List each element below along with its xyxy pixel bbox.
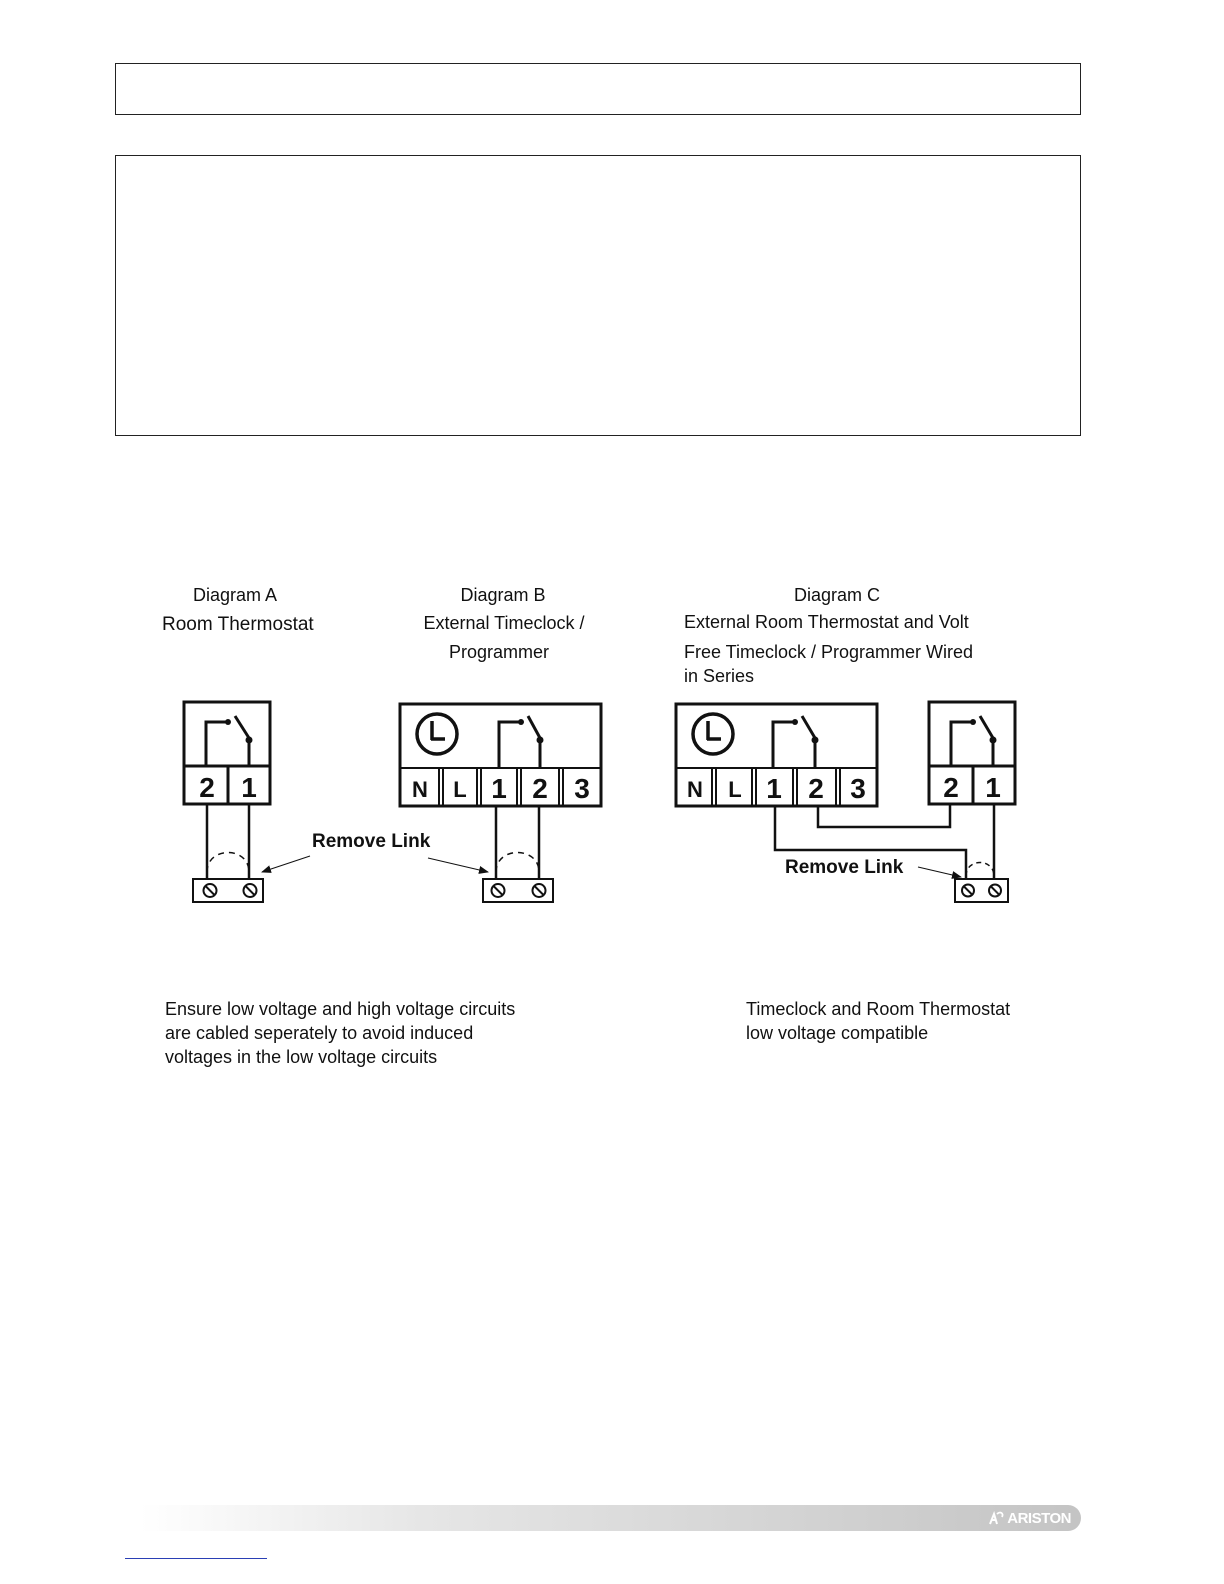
switch-icon [773,716,819,768]
arrow-to-link-c [918,867,961,877]
brand-name: ARISTON [1007,1509,1071,1527]
screw-icon [989,885,1001,897]
terminal-c-2: 2 [808,773,824,804]
link-c-dashed [966,863,994,877]
terminal-c-thermo-1: 1 [985,772,1001,803]
terminal-c-thermo-2: 2 [943,772,959,803]
terminal-c-l: L [728,777,742,802]
switch-icon [206,716,253,766]
switch-icon [951,716,997,766]
programmer-b [400,704,601,806]
clock-icon [417,714,457,754]
screw-icon [244,884,257,897]
note-compatibility-line-1: Timeclock and Room Thermostat [746,999,1011,1019]
footer-bar [140,1505,1081,1531]
diagram-c-subtitle-3: in Series [684,666,755,686]
diagram-c-subtitle-2: Free Timeclock / Programmer Wired [684,642,974,662]
room-thermostat-c [929,702,1015,804]
diagram-b-title: Diagram B [460,585,546,605]
diagram-c [676,585,1015,902]
switch-icon [499,716,544,768]
screw-icon [962,885,974,897]
brand-logo [989,1508,1071,1528]
footer-link-underline [125,1558,267,1559]
terminal-block-a [193,879,263,902]
arrow-to-link-b [428,858,488,872]
diagram-a-title: Diagram A [192,585,278,605]
diagram-b [400,585,601,902]
arrow-to-link-a [262,856,310,872]
terminal-a-1: 1 [241,772,257,803]
note-cabling-line-2: are cabled seperately to avoid induced [165,1023,474,1043]
remove-link-label-c: Remove Link [785,857,904,878]
link-b-dashed [496,853,539,873]
diagram-b-subtitle-1: External Timeclock / [423,613,585,633]
terminal-b-3: 3 [574,773,590,804]
screw-icon [533,884,546,897]
screw-icon [492,884,505,897]
note-cabling-line-1: Ensure low voltage and high voltage circuits [165,999,516,1019]
terminal-c-1: 1 [766,773,782,804]
diagram-c-title: Diagram C [793,585,881,605]
screw-icon [204,884,217,897]
room-thermostat-a [184,702,270,804]
terminal-block-c [955,879,1008,902]
diagram-a-subtitle: Room Thermostat [162,614,314,635]
diagram-a [162,585,314,902]
terminal-a-2: 2 [199,772,215,803]
terminal-b-2: 2 [532,773,548,804]
remove-link-label-ab: Remove Link [312,831,431,852]
link-a-dashed [207,853,249,873]
terminal-c-3: 3 [850,773,866,804]
terminal-b-n: N [412,777,428,802]
programmer-c [676,704,877,806]
clock-icon [693,714,733,754]
diagram-c-subtitle-1: External Room Thermostat and Volt [684,612,969,632]
terminal-b-l: L [453,777,467,802]
note-compatibility-line-2: low voltage compatible [746,1023,929,1043]
note-cabling-line-3: voltages in the low voltage circuits [165,1047,438,1067]
terminal-b-1: 1 [491,773,507,804]
note-cabling [165,997,585,1069]
ariston-logo-icon [989,1511,1005,1525]
note-compatibility [746,997,1066,1045]
terminal-c-n: N [687,777,703,802]
terminal-block-b [483,879,553,902]
diagram-b-subtitle-2: Programmer [448,642,550,662]
